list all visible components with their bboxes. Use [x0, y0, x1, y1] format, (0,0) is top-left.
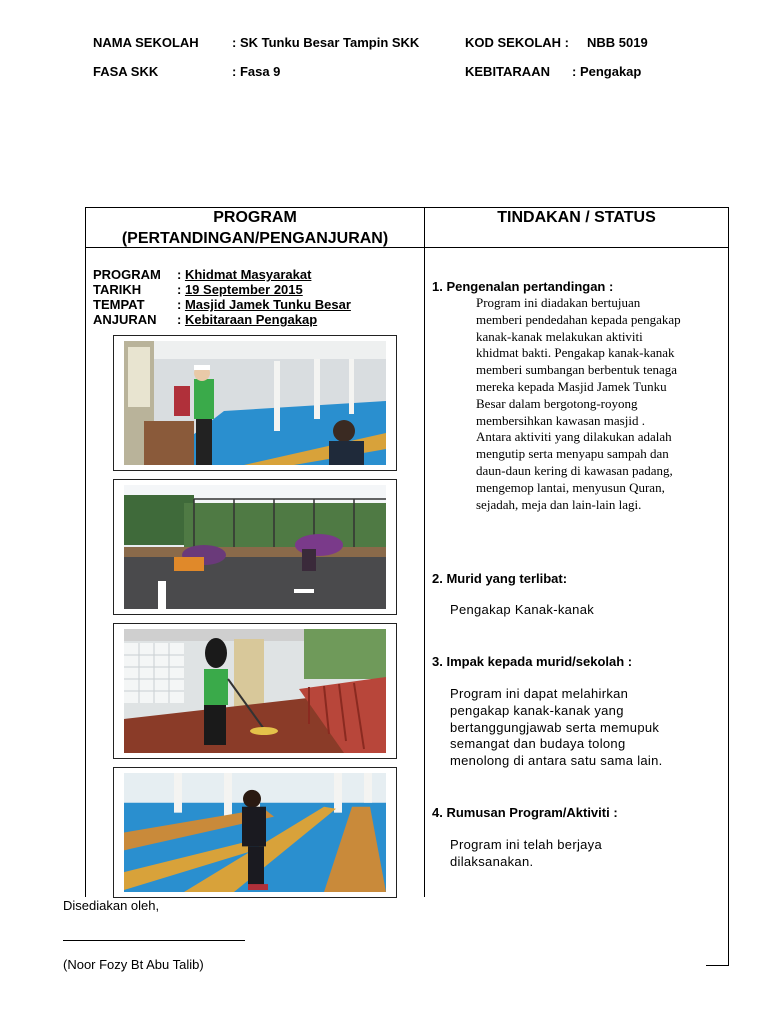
nama-sekolah-value: : SK Tunku Besar Tampin SKK	[232, 35, 420, 50]
kod-sekolah-value: NBB 5019	[587, 35, 648, 50]
info-row-anjuran	[93, 312, 351, 327]
info-row-tempat	[93, 297, 351, 312]
info-row-tarikh	[93, 282, 351, 297]
info-label-anjuran: ANJURAN	[93, 312, 157, 327]
info-value-program: Khidmat Masyarakat	[184, 267, 312, 282]
info-label-tarikh: TARIKH	[93, 282, 142, 297]
column-header-status: TINDAKAN / STATUS	[497, 209, 656, 226]
section-1-title: 1. Pengenalan pertandingan :	[432, 279, 614, 294]
section-3-line: Program ini dapat melahirkan	[450, 686, 629, 701]
section-1-line: khidmat bakti. Pengakap kanak-kanak	[476, 345, 675, 361]
section-1-body	[476, 295, 726, 513]
kebitaraan-label: KEBITARAAN	[465, 64, 550, 79]
section-4-line: Program ini telah berjaya	[450, 837, 603, 852]
column-header-program	[86, 207, 424, 249]
table-footer-stub	[706, 965, 729, 966]
column-header-program-line2: (PERTANDINGAN/PENGANJURAN)	[121, 230, 389, 247]
section-1-line: Program ini diadakan bertujuan	[476, 295, 641, 310]
section-1-line: memberi pendedahan kepada pengakap	[476, 311, 681, 327]
info-sep-tempat: :	[177, 297, 185, 312]
kod-sekolah-label: KOD SEKOLAH :	[465, 35, 569, 50]
section-2-line: Pengakap Kanak-kanak	[450, 602, 595, 617]
section-1-line: mengutip serta menyapu sampah dan	[476, 446, 669, 462]
info-value-anjuran: Kebitaraan Pengakap	[184, 312, 318, 327]
info-label-program: PROGRAM	[93, 267, 161, 282]
section-1-line: Antara aktiviti yang dilakukan adalah	[476, 429, 672, 445]
info-sep-tarikh: :	[177, 282, 185, 297]
section-1-line: membersihkan kawasan masjid .	[476, 412, 645, 428]
section-3-line: menolong di antara satu sama lain.	[450, 753, 663, 769]
info-label-tempat: TEMPAT	[93, 297, 145, 312]
section-3-line: semangat dan budaya tolong	[450, 736, 626, 752]
section-2-title: 2. Murid yang terlibat:	[432, 571, 568, 586]
photo-corridor-mopping	[113, 623, 397, 759]
info-value-tempat: Masjid Jamek Tunku Besar	[184, 297, 351, 312]
section-4-title: 4. Rumusan Program/Aktiviti :	[432, 805, 618, 820]
section-1-line: memberi sumbangan berbentuk tenaga	[476, 362, 678, 378]
preparer-name: (Noor Fozy Bt Abu Talib)	[63, 957, 204, 972]
section-1-line: kanak-kanak melakukan aktiviti	[476, 328, 643, 344]
info-sep-anjuran: :	[177, 312, 185, 327]
prepared-by-label: Disediakan oleh,	[63, 898, 160, 913]
section-3-line: bertanggungjawab serta memupuk	[450, 719, 660, 735]
photo-outdoor-sweeping	[113, 479, 397, 615]
info-value-tarikh: 19 September 2015	[184, 282, 303, 297]
section-1-line: mereka kepada Masjid Jamek Tunku	[476, 378, 667, 394]
fasa-label: FASA SKK	[93, 64, 159, 79]
section-3-title: 3. Impak kepada murid/sekolah :	[432, 654, 633, 669]
column-header-program-line1: PROGRAM	[213, 209, 297, 226]
section-3-body	[450, 686, 663, 770]
photo-mosque-interior-cleaning	[113, 335, 397, 471]
section-4-line: dilaksanakan.	[450, 853, 534, 869]
program-info	[93, 267, 351, 327]
info-sep-program: :	[177, 267, 185, 282]
signature-line	[63, 940, 245, 941]
section-4-body	[450, 837, 602, 871]
table-border-right	[728, 207, 729, 966]
section-1-line: mengemop lantai, menyusun Quran,	[476, 479, 665, 495]
table-border-left	[85, 207, 86, 897]
section-1-line: Besar dalam bergotong-royong	[476, 395, 638, 411]
section-1-line: sejadah, meja dan lain-lain lagi.	[476, 496, 642, 512]
kebitaraan-value: : Pengakap	[572, 64, 642, 79]
section-1-line: daun-daun kering di kawasan padang,	[476, 462, 673, 478]
photo-carpet-arranging	[113, 767, 397, 898]
nama-sekolah-label: NAMA SEKOLAH	[93, 35, 199, 50]
info-row-program	[93, 267, 351, 282]
section-3-line: pengakap kanak-kanak yang	[450, 702, 624, 718]
table-column-divider	[424, 207, 425, 897]
section-2-body	[450, 602, 594, 619]
fasa-value: : Fasa 9	[232, 64, 281, 79]
